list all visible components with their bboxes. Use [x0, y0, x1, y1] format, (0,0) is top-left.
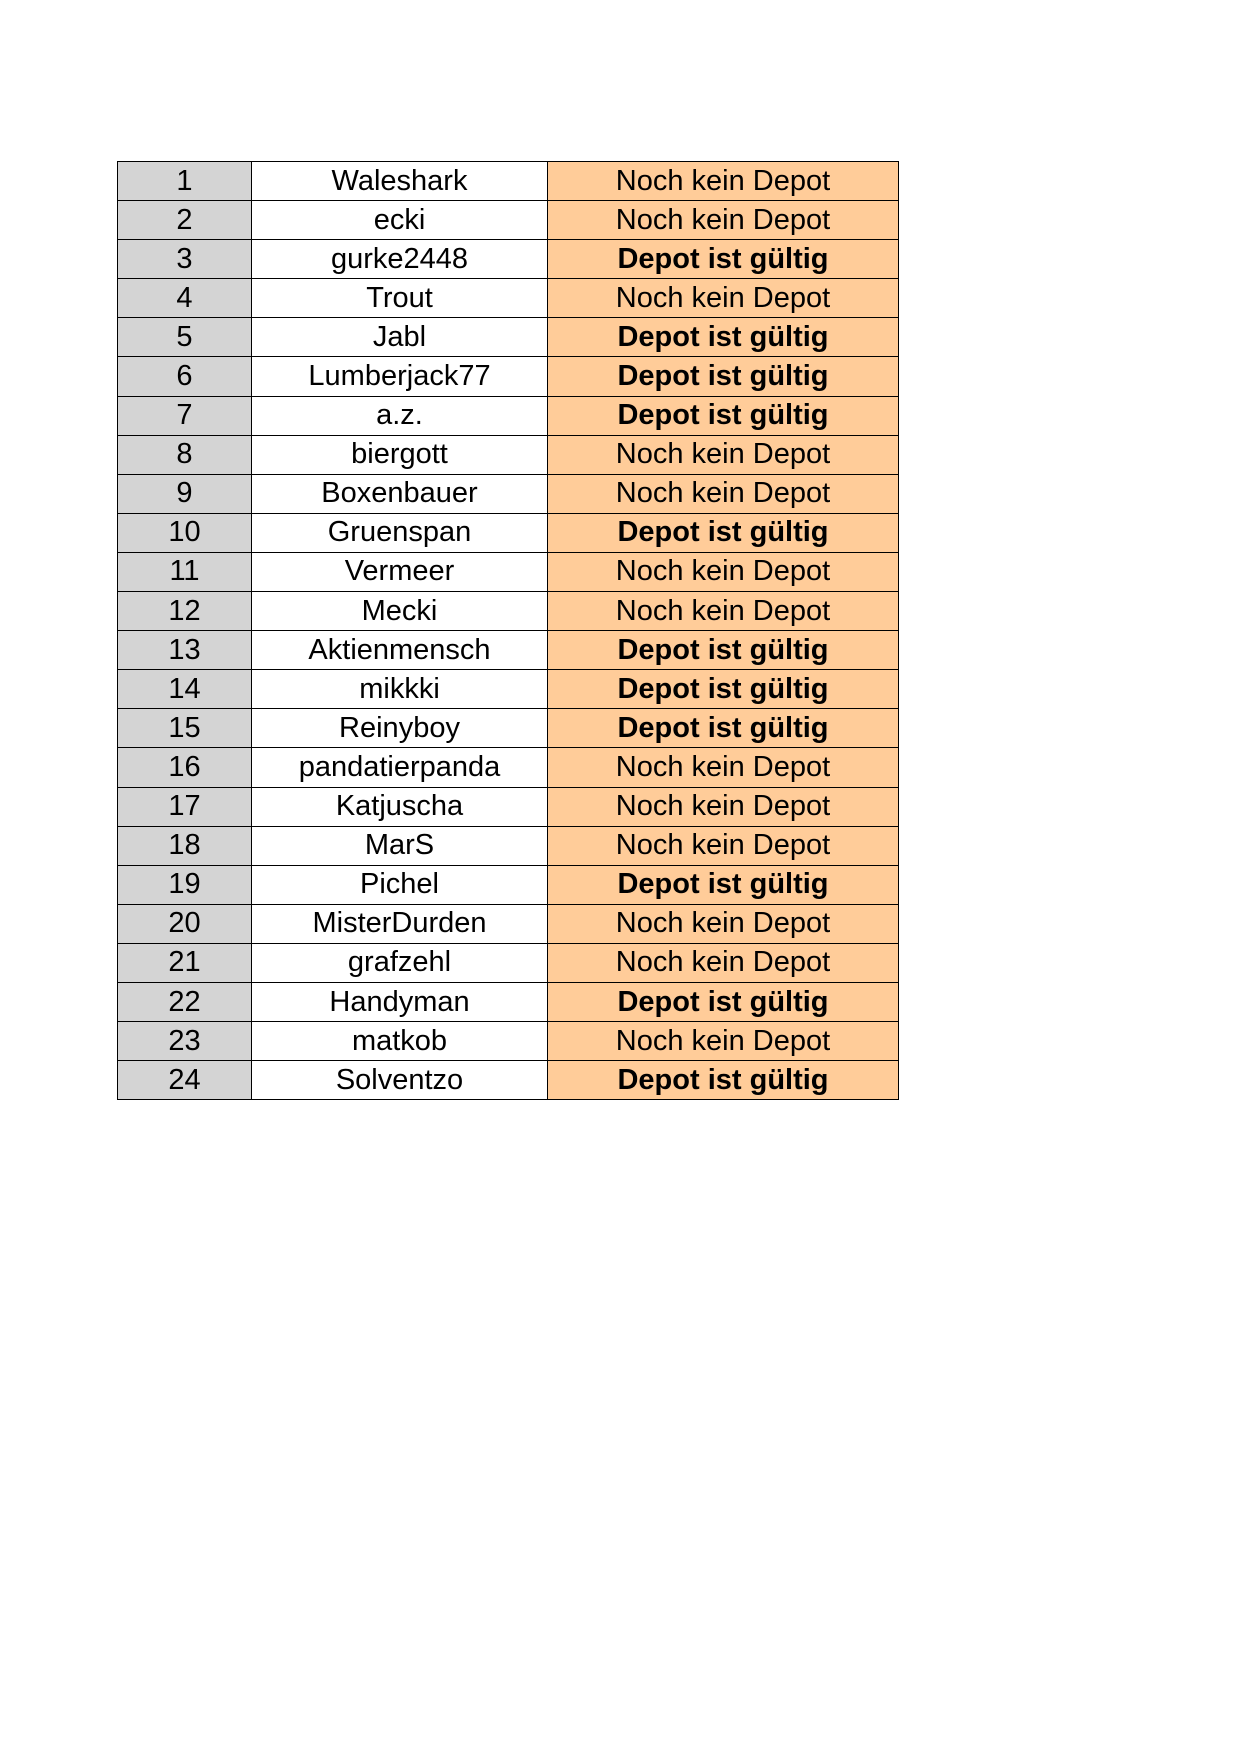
depot-status-cell: Depot ist gültig — [548, 1061, 899, 1100]
table-row — [118, 1061, 899, 1100]
row-number-cell: 7 — [118, 396, 252, 435]
row-number-cell: 15 — [118, 709, 252, 748]
depot-status-cell: Noch kein Depot — [548, 592, 899, 631]
row-number-cell: 8 — [118, 435, 252, 474]
depot-status-cell: Noch kein Depot — [548, 279, 899, 318]
depot-status-cell: Depot ist gültig — [548, 513, 899, 552]
depot-status-cell: Noch kein Depot — [548, 435, 899, 474]
table-row — [118, 748, 899, 787]
depot-status-cell: Noch kein Depot — [548, 826, 899, 865]
depot-status-cell: Depot ist gültig — [548, 865, 899, 904]
table-row — [118, 670, 899, 709]
user-name-cell: pandatierpanda — [252, 748, 548, 787]
row-number-cell: 21 — [118, 943, 252, 982]
row-number-cell: 19 — [118, 865, 252, 904]
row-number-cell: 18 — [118, 826, 252, 865]
table-row — [118, 552, 899, 591]
table-row — [118, 396, 899, 435]
table-row — [118, 513, 899, 552]
user-name-cell: Solventzo — [252, 1061, 548, 1100]
table-row — [118, 787, 899, 826]
user-name-cell: Jabl — [252, 318, 548, 357]
user-name-cell: Katjuscha — [252, 787, 548, 826]
depot-status-cell: Noch kein Depot — [548, 904, 899, 943]
row-number-cell: 9 — [118, 474, 252, 513]
row-number-cell: 6 — [118, 357, 252, 396]
user-name-cell: grafzehl — [252, 943, 548, 982]
row-number-cell: 2 — [118, 201, 252, 240]
user-name-cell: MarS — [252, 826, 548, 865]
table-row — [118, 592, 899, 631]
user-name-cell: ecki — [252, 201, 548, 240]
row-number-cell: 13 — [118, 631, 252, 670]
depot-status-cell: Noch kein Depot — [548, 943, 899, 982]
table-row — [118, 709, 899, 748]
user-name-cell: Lumberjack77 — [252, 357, 548, 396]
row-number-cell: 20 — [118, 904, 252, 943]
row-number-cell: 22 — [118, 982, 252, 1021]
depot-status-cell: Depot ist gültig — [548, 982, 899, 1021]
table-row — [118, 162, 899, 201]
row-number-cell: 11 — [118, 552, 252, 591]
depot-status-cell: Depot ist gültig — [548, 357, 899, 396]
row-number-cell: 17 — [118, 787, 252, 826]
table-row — [118, 279, 899, 318]
table-row — [118, 943, 899, 982]
table-body — [118, 162, 899, 1100]
depot-status-cell: Depot ist gültig — [548, 396, 899, 435]
depot-status-cell: Depot ist gültig — [548, 318, 899, 357]
user-name-cell: Trout — [252, 279, 548, 318]
row-number-cell: 24 — [118, 1061, 252, 1100]
user-name-cell: Reinyboy — [252, 709, 548, 748]
depot-status-cell: Noch kein Depot — [548, 201, 899, 240]
user-name-cell: Aktienmensch — [252, 631, 548, 670]
table-row — [118, 318, 899, 357]
depot-status-cell: Depot ist gültig — [548, 240, 899, 279]
table-row — [118, 1022, 899, 1061]
table-row — [118, 240, 899, 279]
row-number-cell: 14 — [118, 670, 252, 709]
user-name-cell: biergott — [252, 435, 548, 474]
table-row — [118, 474, 899, 513]
table-row — [118, 982, 899, 1021]
user-name-cell: Handyman — [252, 982, 548, 1021]
user-name-cell: Gruenspan — [252, 513, 548, 552]
user-name-cell: mikkki — [252, 670, 548, 709]
depot-status-cell: Depot ist gültig — [548, 670, 899, 709]
depot-status-cell: Noch kein Depot — [548, 787, 899, 826]
table-row — [118, 631, 899, 670]
table-row — [118, 826, 899, 865]
row-number-cell: 4 — [118, 279, 252, 318]
user-name-cell: MisterDurden — [252, 904, 548, 943]
depot-status-cell: Noch kein Depot — [548, 474, 899, 513]
row-number-cell: 16 — [118, 748, 252, 787]
depot-status-cell: Noch kein Depot — [548, 552, 899, 591]
table-row — [118, 201, 899, 240]
row-number-cell: 12 — [118, 592, 252, 631]
depot-status-table — [117, 161, 899, 1100]
depot-status-cell: Depot ist gültig — [548, 631, 899, 670]
table-row — [118, 865, 899, 904]
table-row — [118, 357, 899, 396]
depot-status-cell: Noch kein Depot — [548, 748, 899, 787]
user-name-cell: a.z. — [252, 396, 548, 435]
depot-status-cell: Noch kein Depot — [548, 1022, 899, 1061]
depot-status-cell: Depot ist gültig — [548, 709, 899, 748]
row-number-cell: 10 — [118, 513, 252, 552]
user-name-cell: Pichel — [252, 865, 548, 904]
depot-status-cell: Noch kein Depot — [548, 162, 899, 201]
row-number-cell: 3 — [118, 240, 252, 279]
user-name-cell: gurke2448 — [252, 240, 548, 279]
user-name-cell: matkob — [252, 1022, 548, 1061]
user-name-cell: Mecki — [252, 592, 548, 631]
row-number-cell: 1 — [118, 162, 252, 201]
table-row — [118, 904, 899, 943]
row-number-cell: 23 — [118, 1022, 252, 1061]
table-row — [118, 435, 899, 474]
user-name-cell: Waleshark — [252, 162, 548, 201]
user-name-cell: Vermeer — [252, 552, 548, 591]
row-number-cell: 5 — [118, 318, 252, 357]
user-name-cell: Boxenbauer — [252, 474, 548, 513]
